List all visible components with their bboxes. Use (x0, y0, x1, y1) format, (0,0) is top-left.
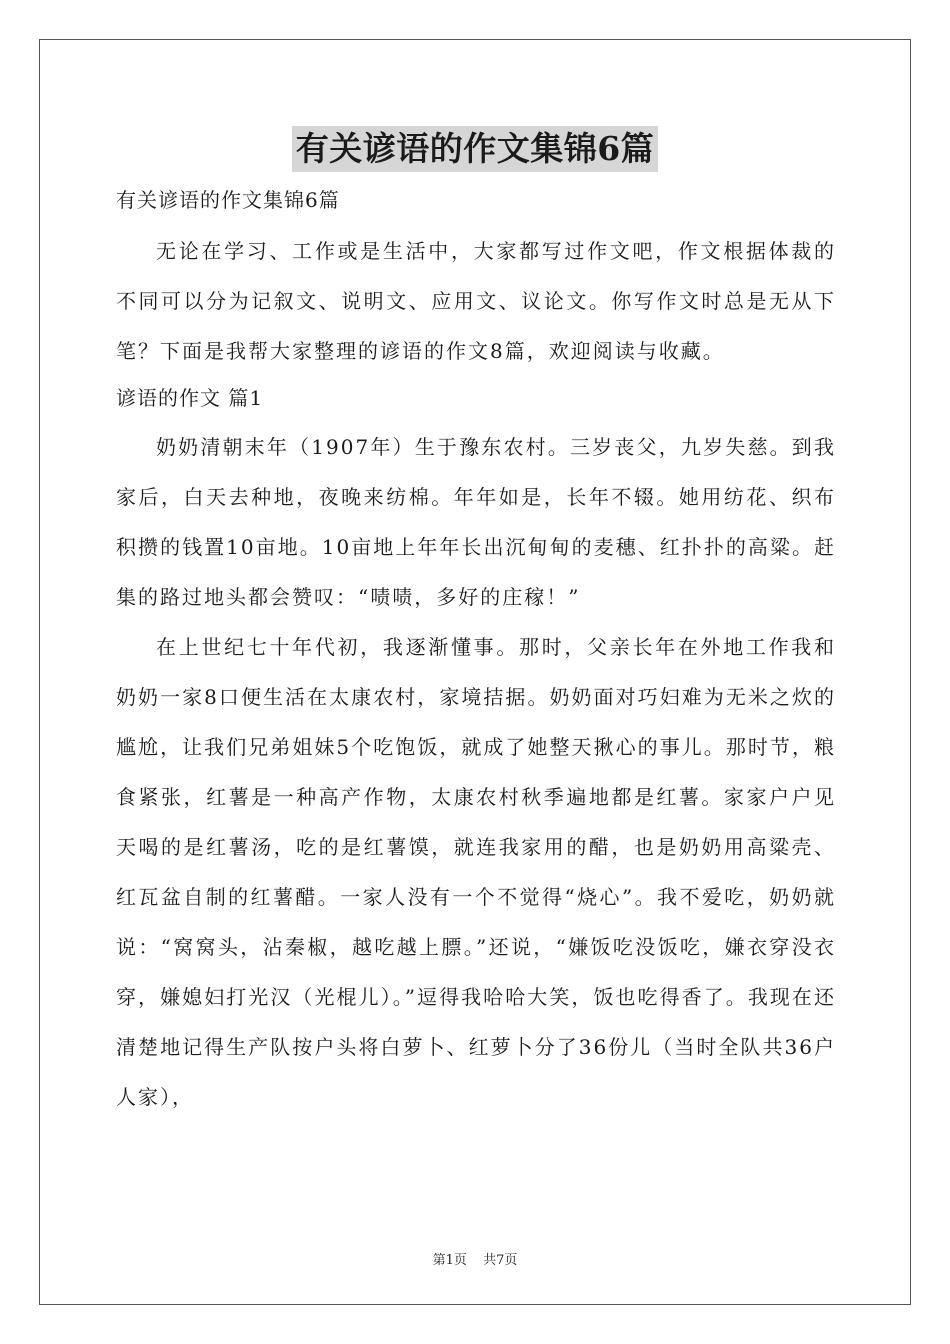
document-subtitle: 有关谚语的作文集锦6篇 (116, 188, 340, 212)
title-container (0, 126, 950, 172)
body-paragraph-2: 在上世纪七十年代初，我逐渐懂事。那时，父亲长年在外地工作我和奶奶一家8口便生活在太康农村，家境拮据。奶奶面对巧妇难为无米之炊的尴尬，让我们兄弟姐妹5个吃饱饭，就成了她整天揪心的事儿。那时节，粮食紧张，红薯是一种高产作物，太康农村秋季遍地都是红薯。家家户户见天喝的是红薯汤，吃的是红薯馍，就连我家用的醋，也是奶奶用高粱壳、红瓦盆自制的红薯醋。一家人没有一个不觉得“烧心”。我不爱吃，奶奶就说：“窝窝头，沾秦椒，越吃越上膘。”还说，“嫌饭吃没饭吃，嫌衣穿没衣穿，嫌媳妇打光汉（光棍儿）。”逗得我哈哈大笑，饭也吃得香了。我现在还清楚地记得生产队按户头将白萝卜、红萝卜分了36份儿（当时全队共36户人家）， (116, 635, 836, 1109)
page-number: 第1页 (432, 1253, 467, 1268)
document-title: 有关谚语的作文集锦6篇 (292, 126, 658, 172)
section-heading: 谚语的作文 篇1 (116, 386, 264, 410)
document-body (116, 176, 836, 1122)
page-footer (0, 1249, 950, 1268)
intro-paragraph: 无论在学习、工作或是生活中，大家都写过作文吧，作文根据体裁的不同可以分为记叙文、说明文、应用文、议论文。你写作文时总是无从下笔？下面是我帮大家整理的谚语的作文8篇，欢迎阅读与收藏。 (116, 239, 836, 363)
page-total: 共7页 (483, 1253, 518, 1268)
body-paragraph-1: 奶奶清朝末年（1907年）生于豫东农村。三岁丧父，九岁失慈。到我家后，白天去种地，夜晚来纺棉。年年如是，长年不辍。她用纺花、织布积攒的钱置10亩地。10亩地上年年长出沉甸甸的麦穗、红扑扑的高粱。赶集的路过地头都会赞叹：“啧啧，多好的庄稼！” (116, 435, 836, 609)
